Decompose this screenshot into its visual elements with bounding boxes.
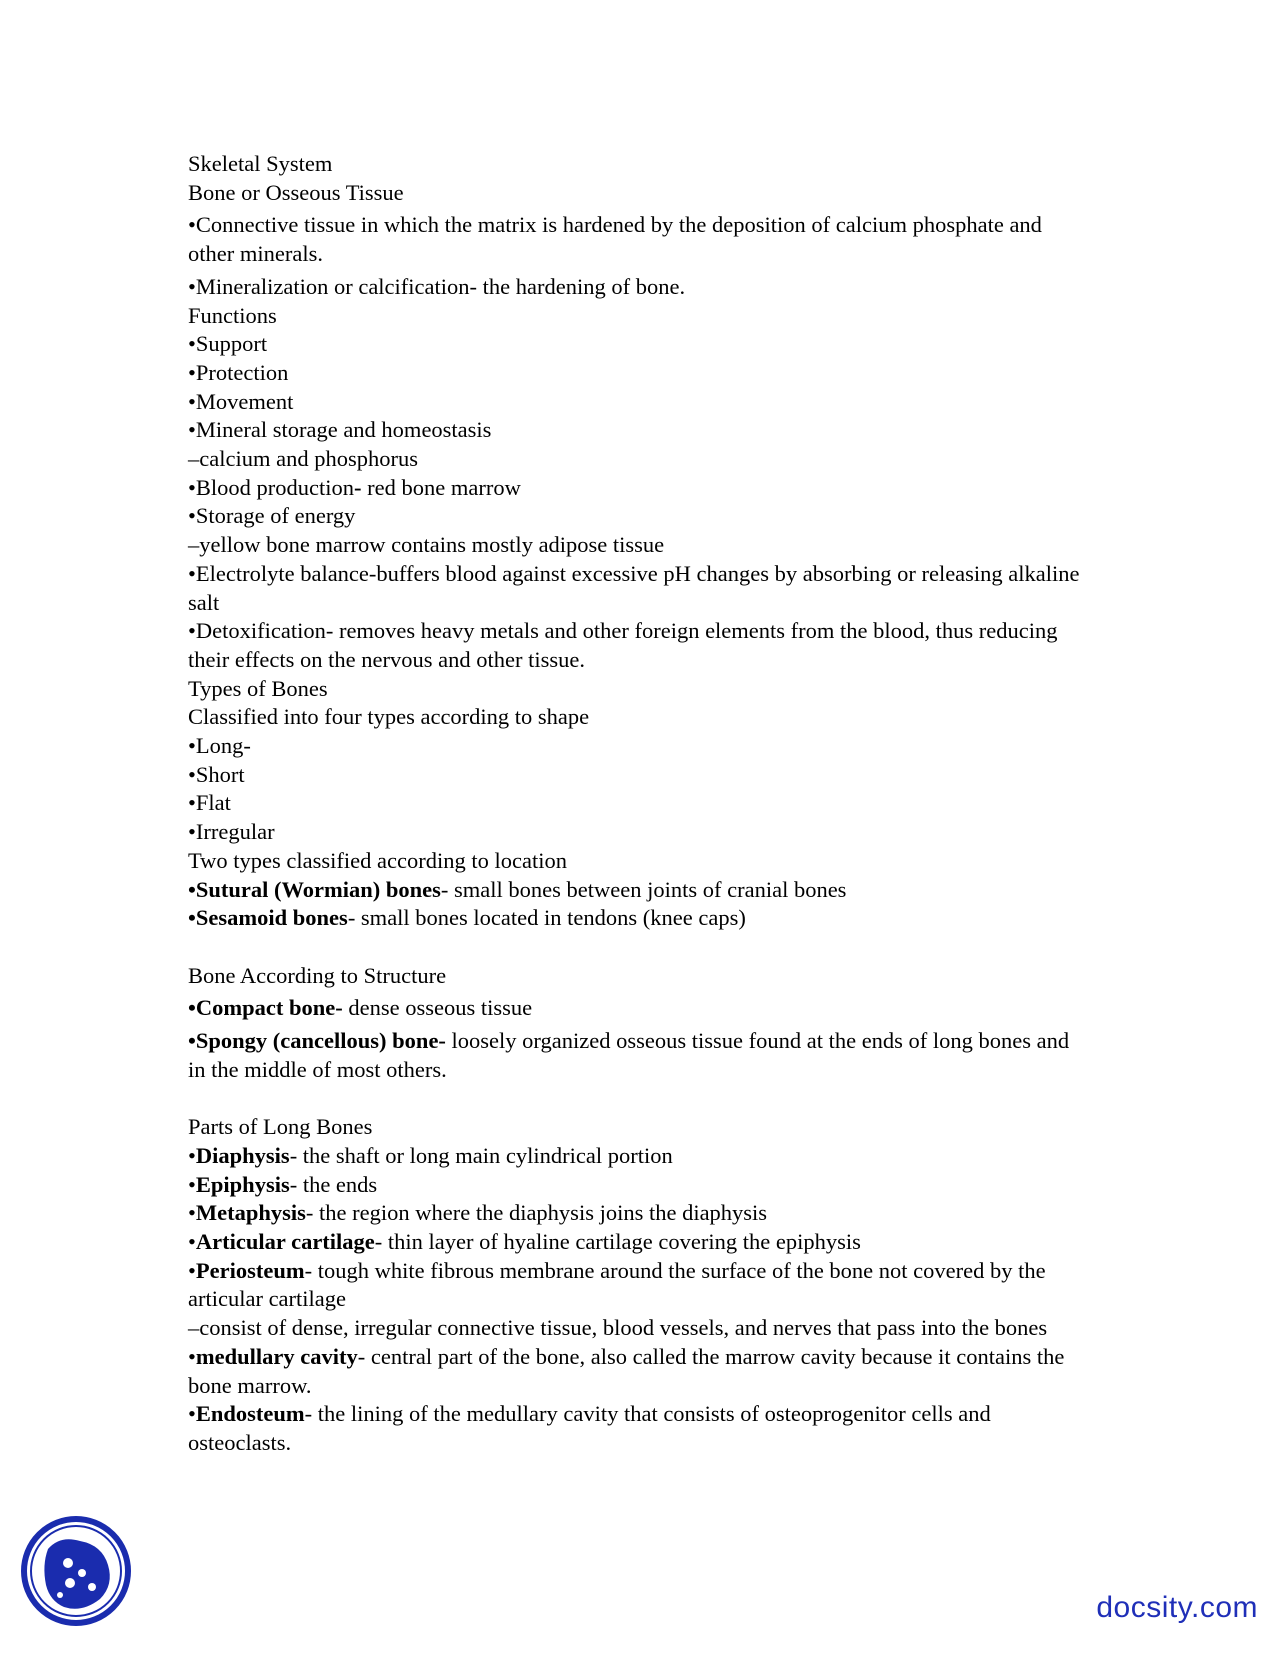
shape-item: •Irregular [188, 819, 275, 845]
function-subitem: –yellow bone marrow contains mostly adipose tissue [188, 532, 665, 558]
shape-item: •Long- [188, 733, 251, 759]
function-item: •Mineral storage and homeostasis [188, 417, 492, 443]
spacer [188, 1084, 1088, 1113]
function-item: •Storage of energy [188, 503, 356, 529]
doc-subtitle: Bone or Osseous Tissue [188, 179, 404, 205]
part-item: •Articular cartilage- thin layer of hyaline cartilage covering the epiphysis [188, 1228, 861, 1254]
types-location-intro: Two types classified according to location [188, 847, 567, 873]
part-item: •Periosteum- tough white fibrous membrane around the surface of the bone not covered by the articular cartilage [188, 1257, 1046, 1312]
structure-heading: Bone According to Structure [188, 962, 447, 988]
part-item: •Metaphysis- the region where the diaphysis joins the diaphysis [188, 1200, 768, 1226]
location-item: •Sutural (Wormian) bones- small bones between joints of cranial bones [188, 876, 847, 902]
intro-item: •Mineralization or calcification- the hardening of bone. [188, 273, 686, 299]
part-item: •medullary cavity- central part of the bone, also called the marrow cavity because it contains the bone marrow. [188, 1343, 1065, 1398]
doc-title: Skeletal System [188, 151, 333, 176]
function-item: •Movement [188, 388, 294, 414]
document-body [188, 150, 1088, 1458]
parts-heading: Parts of Long Bones [188, 1114, 373, 1140]
function-item: •Detoxification- removes heavy metals and other foreign elements from the blood, thus reducing their effects on the nervous and other tissue. [188, 618, 1058, 672]
function-item: •Support [188, 331, 268, 357]
part-subitem: –consist of dense, irregular connective tissue, blood vessels, and nerves that pass into the bones [188, 1315, 1048, 1341]
function-item: •Blood production- red bone marrow [188, 474, 521, 500]
shape-item: •Short [188, 761, 245, 787]
function-subitem: –calcium and phosphorus [188, 446, 418, 472]
part-item: •Epiphysis- the ends [188, 1171, 378, 1197]
docsity-logo-icon [20, 1515, 132, 1627]
part-item: •Diaphysis- the shaft or long main cylindrical portion [188, 1142, 673, 1168]
spacer [188, 933, 1088, 962]
shape-item: •Flat [188, 790, 231, 816]
function-item: •Protection [188, 359, 289, 385]
intro-item: •Connective tissue in which the matrix is hardened by the deposition of calcium phosphate and other minerals. [188, 212, 1042, 267]
structure-item: •Compact bone- dense osseous tissue [188, 995, 533, 1021]
functions-heading: Functions [188, 302, 277, 328]
location-item: •Sesamoid bones- small bones located in tendons (knee caps) [188, 905, 746, 931]
types-heading: Types of Bones [188, 675, 328, 701]
brand-link[interactable]: docsity.com [1096, 1591, 1258, 1624]
function-item: •Electrolyte balance-buffers blood against excessive pH changes by absorbing or releasing alkaline salt [188, 560, 1080, 615]
structure-item: •Spongy (cancellous) bone- loosely organized osseous tissue found at the ends of long bones and in the middle of most others. [188, 1028, 1070, 1082]
types-shape-intro: Classified into four types according to shape [188, 704, 590, 730]
part-item: •Endosteum- the lining of the medullary cavity that consists of osteoprogenitor cells and osteoclasts. [188, 1401, 991, 1455]
